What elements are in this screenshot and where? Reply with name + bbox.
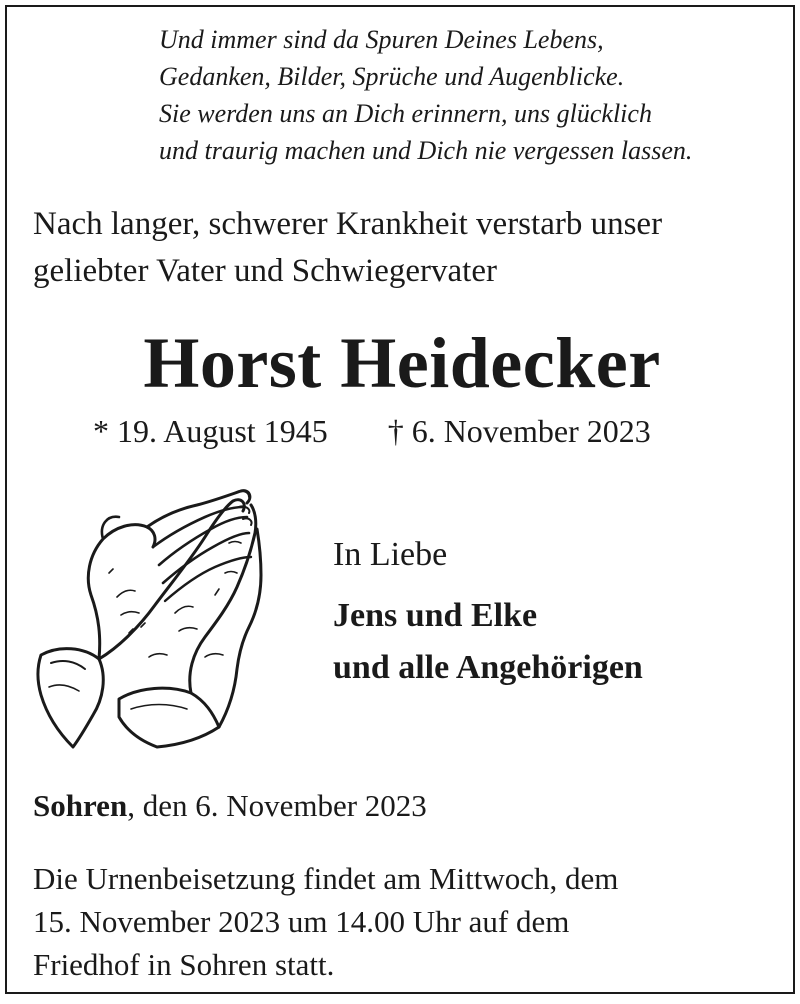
in-love-label: In Liebe <box>333 536 448 573</box>
announcement-text <box>33 201 662 295</box>
life-dates <box>93 411 651 451</box>
notice-date: , den 6. November 2023 <box>127 788 427 823</box>
memorial-poem <box>159 21 692 169</box>
poem-line: Gedanken, Bilder, Sprüche und Augenblicke. <box>159 62 625 91</box>
praying-hands-icon <box>29 477 269 752</box>
burial-line: Friedhof in Sohren statt. <box>33 947 335 982</box>
deceased-name: Horst Heidecker <box>143 323 661 403</box>
mourners-block <box>333 532 643 694</box>
burial-info <box>33 857 618 986</box>
mourner-relatives: und alle Angehörigen <box>333 649 643 686</box>
place-date-line <box>33 784 427 828</box>
birth-date: * 19. August 1945 <box>93 413 328 449</box>
poem-line: Sie werden uns an Dich erinnern, uns glücklich <box>159 99 652 128</box>
mourner-names: Jens und Elke <box>333 597 538 634</box>
obituary-notice <box>5 5 795 994</box>
poem-line: und traurig machen und Dich nie vergessen lassen. <box>159 136 693 165</box>
poem-line: Und immer sind da Spuren Deines Lebens, <box>159 25 604 54</box>
place-name: Sohren <box>33 788 128 823</box>
announcement-line: geliebter Vater und Schwiegervater <box>33 253 497 289</box>
burial-line: 15. November 2023 um 14.00 Uhr auf dem <box>33 904 570 939</box>
announcement-line: Nach langer, schwerer Krankheit verstarb unser <box>33 206 663 242</box>
death-date: † 6. November 2023 <box>387 413 651 449</box>
burial-line: Die Urnenbeisetzung findet am Mittwoch, dem <box>33 861 619 896</box>
